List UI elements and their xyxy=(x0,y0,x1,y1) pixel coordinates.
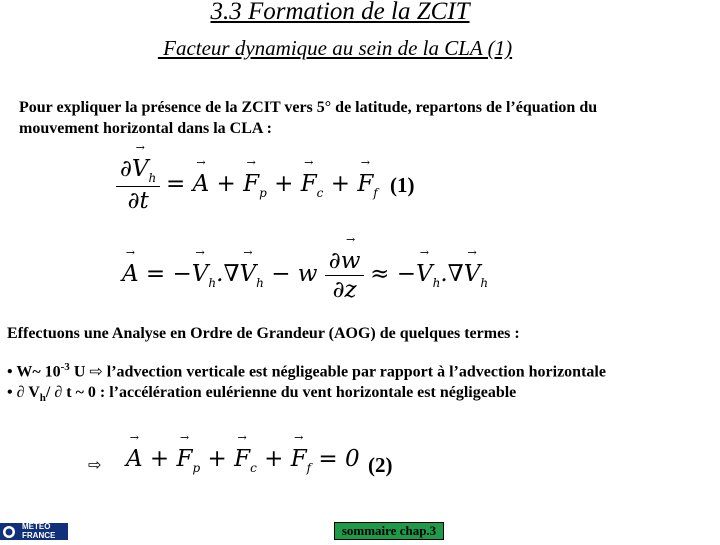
advection-equation xyxy=(122,233,489,303)
bullet2-text: : l’accélération eulérienne du vent horizontale est négligeable xyxy=(95,384,517,402)
intro-paragraph xyxy=(19,97,597,139)
intro-line-2: mouvement horizontal dans la CLA : xyxy=(19,120,272,137)
bullet2-derivative: • ∂ V xyxy=(7,384,40,402)
bullet1-scale: • W~ 10 xyxy=(7,363,61,381)
summary-chapter-link[interactable]: sommaire chap.3 xyxy=(334,522,444,540)
bullet-eulerian-acceleration xyxy=(7,382,606,409)
adv-approx: ≈ −V → $_h$.∇V → $_h$ xyxy=(370,246,489,290)
logo-emblem-icon xyxy=(0,523,20,540)
bullet2-approx: / ∂ t ~ 0 xyxy=(45,384,96,402)
aog-bullets xyxy=(7,357,606,410)
eq1-time-derivative: ∂V → $_h$ ∂t xyxy=(116,156,160,214)
adv-vertical-derivative: ∂w → ∂z xyxy=(325,248,365,303)
eq2-body: A → + F → $_p$ + F → $_c$ + F → $_f$ = 0 xyxy=(126,431,360,475)
eq1-rhs: = A → + F → $_p$ + F → $_c$ + F → $_f$ xyxy=(166,155,378,200)
slide-subtitle: Facteur dynamique au sein de la CLA (1) xyxy=(157,36,513,60)
bullet1-exponent: -3 xyxy=(60,361,70,373)
bullet2-subscript: h xyxy=(39,392,46,405)
implies-arrow-icon: ⇨ xyxy=(89,361,103,381)
equation-1-label: (1) xyxy=(390,173,415,197)
slide-title: 3.3 Formation de la ZCIT xyxy=(210,0,470,25)
bullet1-u: U xyxy=(69,363,86,381)
bullet-vertical-advection xyxy=(7,357,606,382)
aog-heading: Effectuons une Analyse en Ordre de Grandeur (AOG) de quelques termes : xyxy=(7,325,520,342)
implies-arrow-icon: ⇨ xyxy=(88,455,102,474)
equation-2 xyxy=(126,431,360,475)
equation-1 xyxy=(116,141,378,214)
logo-text: METEO FRANCE xyxy=(22,522,56,540)
equation-2-label: (2) xyxy=(368,453,393,477)
intro-line-1: Pour expliquer la présence de la ZCIT vers 5° de latitude, repartons de l’équation du xyxy=(19,99,598,116)
adv-lhs: A → = −V → $_h$.∇V → $_h$ − w xyxy=(122,246,318,290)
bullet1-text: l’advection verticale est négligeable par rapport à l’advection horizontale xyxy=(102,363,606,381)
